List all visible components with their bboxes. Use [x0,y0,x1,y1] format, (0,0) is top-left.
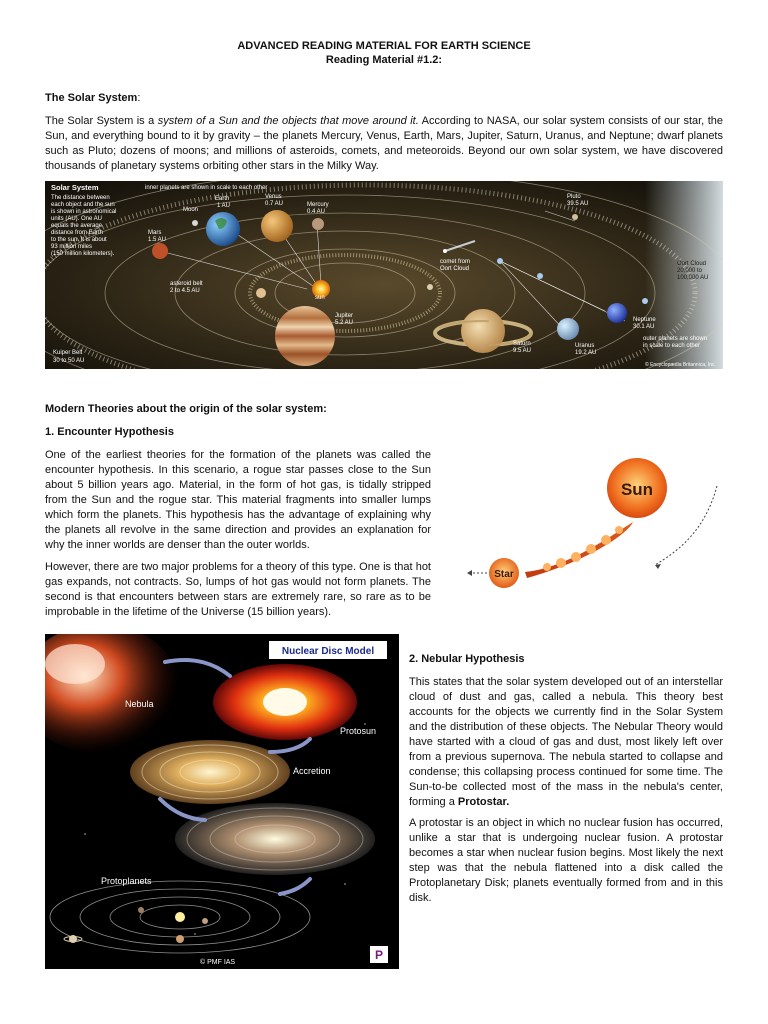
encounter-paragraph-1: One of the earliest theories for the formation of the planets was called the encounter hypothesis. In this scenario, a rogue star passes close to the Sun about 5 billion years ago. Material, in the form of hot gas, is tidally stripped from the Sun and the rogue star. This material fragments into smaller lumps which form the planets. This hypothesis has the advantage of explaining why the planets all revolve in the same direction and provides an explanation for why the inner worlds are denser than the outer worlds. [45,449,431,551]
nuclear-disc-model-image [45,634,399,969]
banner-desc-5: equals the average [51,223,103,229]
banner-saturn: Saturn [513,341,531,347]
modern-theories-heading: Modern Theories about the origin of the solar system: [45,403,327,415]
solar-system-heading: The Solar System: [45,92,141,104]
pmf-logo-letter: P [374,948,384,962]
solar-system-diagram [45,181,723,369]
banner-asteroid-au: 2 to 4.5 AU [170,288,200,294]
banner-desc-8: 93 million miles [51,244,93,250]
document-subtitle: Reading Material #1.2: [325,54,443,66]
disc-protosun-label: Protosun [340,726,377,736]
solar-system-paragraph: The Solar System is a system of a Sun and the objects that move around it. According to NASA, our solar system consists of our star, the Sun, and everything bound to it by gravity – the planets Mercury, Venus, Earth, Mars, Jupiter, Saturn, Uranus, and Neptune; dwarf planets such as Pluto; dozens of moons; and millions of asteroids, comets, and meteoroids. Beyond our own solar system, we have discovered thousands of planetary systems orbiting other stars in the Milky Way. [45,115,723,172]
banner-mercury: Mercury [307,202,329,208]
banner-credit: © Encyclopædia Britannica, Inc. [645,362,716,368]
banner-kuiper-au: 30 to 50 AU [53,358,85,364]
banner-comet-1: comet from [440,259,471,265]
banner-outer-note-2: in scale to each other [643,343,701,349]
banner-desc-4: units (AU). One AU [51,216,103,222]
banner-inner-note: inner planets are shown in scale to each other [145,185,268,191]
banner-pluto-au: 39.5 AU [567,201,589,207]
banner-desc-3: is shown in astronomical [51,209,117,215]
banner-saturn-au: 9.5 AU [513,348,532,354]
diagram-star-label: Star [494,569,514,580]
nebular-paragraph-2: A protostar is an object in which no nuclear fusion has occurred, unlike a star that is undergoing nuclear fusion. A protostar becomes a star when nuclear fusion begins. Most likely the next step was that the nebula flattened into a disk called the Protoplanetary Disk; planets eventually formed from and in this disk. [409,817,723,904]
nebular-heading: 2. Nebular Hypothesis [409,653,525,665]
banner-mars-au: 1.5 AU [148,237,167,243]
diagram-sun-label: Sun [620,480,654,499]
banner-jupiter-au: 5.2 AU [335,320,354,326]
banner-desc-9: (150 million kilometers). [51,251,115,257]
banner-neptune: Neptune [633,317,656,323]
banner-desc-2: each object and the sun [51,202,115,208]
banner-pluto: Pluto [567,194,581,200]
banner-jupiter: Jupiter [335,313,354,319]
banner-oort-au-2: 100,000 AU [677,275,709,281]
banner-earth-au: 1 AU [217,203,231,209]
banner-desc-6: distance from Earth [51,230,104,236]
banner-venus-au: 0.7 AU [265,201,284,207]
left-arrow-icon [467,570,472,576]
disc-accretion-label: Accretion [293,766,331,776]
banner-oort-au-1: 20,000 to [677,268,703,274]
banner-outer-note-1: outer planets are shown [643,336,708,342]
encounter-heading: 1. Encounter Hypothesis [45,426,174,438]
banner-sun: sun [315,295,325,301]
disc-credit: © PMF IAS [200,959,236,966]
banner-title: Solar System [51,183,99,192]
banner-neptune-au: 30.1 AU [633,324,655,330]
banner-earth: Earth [215,196,230,202]
banner-desc-7: to the sun. It is about [51,237,107,243]
banner-mercury-au: 0.4 AU [307,209,326,215]
banner-oort: Oort Cloud [677,261,707,267]
banner-venus: Venus [265,194,282,200]
banner-kuiper: Kuiper Belt [53,350,83,356]
disc-model-title: Nuclear Disc Model [281,646,375,657]
banner-uranus: Uranus [575,343,595,349]
document-title: ADVANCED READING MATERIAL FOR EARTH SCIENCE [237,40,531,52]
banner-mars: Mars [148,230,162,236]
disc-protoplanets-label: Protoplanets [101,876,152,886]
banner-moon: Moon [183,207,199,213]
banner-asteroid: asteroid belt [170,281,203,287]
banner-uranus-au: 19.2 AU [575,350,597,356]
disc-nebula-label: Nebula [125,699,154,709]
banner-comet-2: Oort Cloud [440,266,470,272]
banner-desc-1: The distance between [51,195,110,201]
encounter-diagram [455,450,725,600]
encounter-paragraph-2: However, there are two major problems for a theory of this type. One is that hot gas expands, not contracts. So, lumps of hot gas would not form planets. The second is that encounters between stars are extremely rare, so rare as to be improbable in the lifetime of the Universe (15 billion years). [45,561,431,618]
nebular-paragraph-1: This states that the solar system developed out of an interstellar cloud of dust and gas, called a nebula. This theory best accounts for the objects we currently find in the Solar System and the distribution of these objects. The Nebular Theory would have started with a cloud of gas and dust, most likely left over from a previous supernova. The nebula started to collapse and condense; this collapsing process continued for some time. The Sun-to-be collected most of the mass in the nebula's center, forming a Protostar. [409,676,723,808]
